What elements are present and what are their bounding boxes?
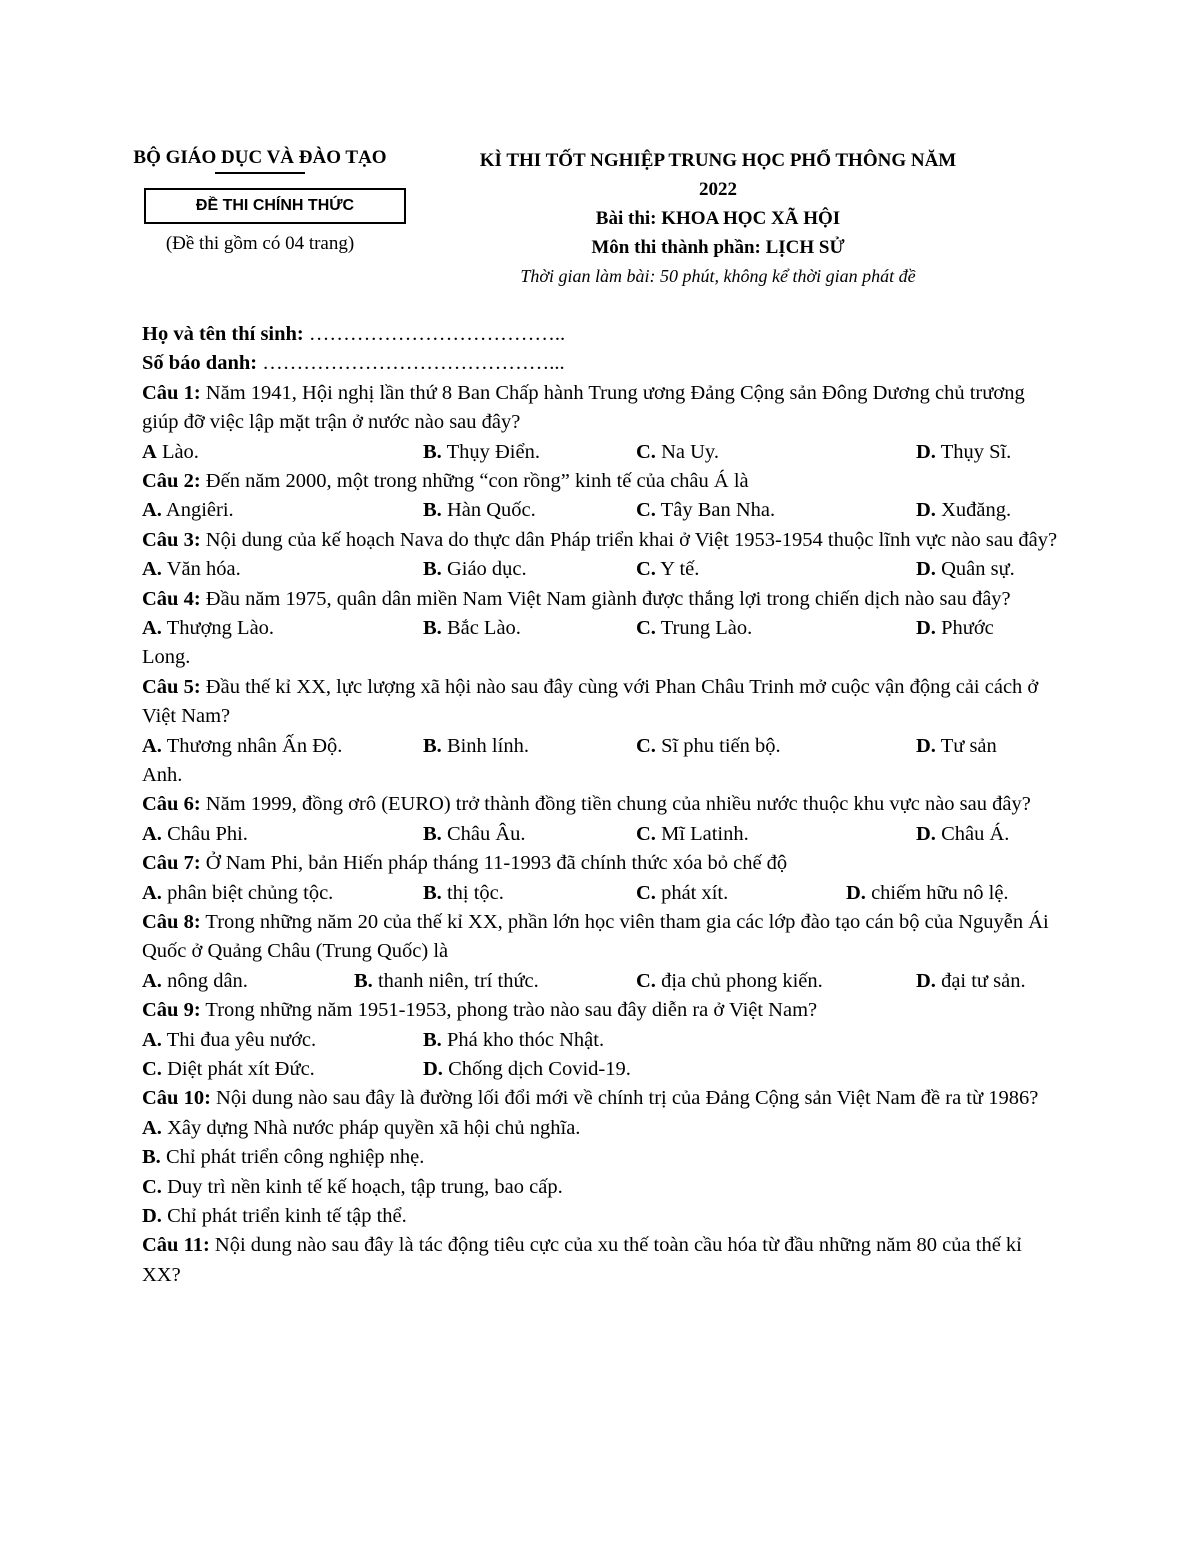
candidate-name-dots: ……………………………….. <box>303 323 566 345</box>
option-b: B. Châu Âu. <box>423 822 526 845</box>
option-d: D. Tư sản <box>916 734 997 757</box>
option-b: B. Hàn Quốc. <box>423 499 536 522</box>
candidate-name-label: Họ và tên thí sinh: <box>142 323 304 345</box>
option-b: B. thanh niên, trí thức. <box>354 969 539 992</box>
question-11-stem <box>142 1231 1062 1290</box>
question-text: Nội dung nào sau đây là đường lối đổi mới về chính trị của Đảng Cộng sản Việt Nam đề ra từ 1986? <box>210 1087 1039 1110</box>
header-left <box>110 146 410 256</box>
option-c: C. Tây Ban Nha. <box>636 499 776 522</box>
question-5-stem <box>142 673 1062 732</box>
exam-component: Môn thi thành phần: LỊCH SỬ <box>591 237 845 258</box>
question-label: Câu 5: <box>142 675 201 698</box>
question-label: Câu 11: <box>142 1234 210 1257</box>
option-b: B. Chỉ phát triển công nghiệp nhẹ. <box>142 1146 425 1169</box>
question-label: Câu 8: <box>142 911 201 934</box>
option-d: D. Phước <box>916 617 994 640</box>
question-6-stem <box>142 790 1062 819</box>
question-1-options <box>142 438 1062 467</box>
question-text: Nội dung của kế hoạch Nava do thực dân Pháp triển khai ở Việt 1953-1954 thuộc lĩnh vực nào sau đây? <box>200 528 1058 551</box>
option-c: C. Duy trì nền kinh tế kế hoạch, tập trung, bao cấp. <box>142 1175 563 1198</box>
option-d: D. Chỉ phát triển kinh tế tập thể. <box>142 1205 407 1228</box>
option-d-continuation: Long. <box>142 646 191 669</box>
question-9-stem <box>142 996 1062 1025</box>
pages-note: (Đề thi gồm có 04 trang) <box>165 232 355 254</box>
option-a: A. Xây dựng Nhà nước pháp quyền xã hội chủ nghĩa. <box>142 1116 581 1139</box>
question-text: Ở Nam Phi, bản Hiến pháp tháng 11-1993 đã chính thức xóa bỏ chế độ <box>200 852 788 875</box>
question-3-stem <box>142 526 1062 555</box>
option-a: A. phân biệt chủng tộc. <box>142 881 334 904</box>
question-text: Năm 1941, Hội nghị lần thứ 8 Ban Chấp hành Trung ương Đảng Cộng sản Đông Dương chủ trương giúp đỡ việc lập mặt trận ở nước nào sau đây? <box>142 381 1025 434</box>
option-b: B. Binh lính. <box>423 734 529 757</box>
question-10-stem <box>142 1084 1062 1113</box>
option-c: C. Sĩ phu tiến bộ. <box>636 734 781 757</box>
option-c: C. địa chủ phong kiến. <box>636 969 823 992</box>
question-label: Câu 9: <box>142 999 201 1022</box>
question-text: Nội dung nào sau đây là tác động tiêu cực của xu thế toàn cầu hóa từ đầu những năm 80 của thế kỉ XX? <box>142 1234 1022 1286</box>
question-8-options <box>142 967 1062 996</box>
question-label: Câu 6: <box>142 793 201 816</box>
option-b: B. Phá kho thóc Nhật. <box>423 1028 605 1051</box>
official-exam-box <box>144 188 406 224</box>
option-d: D. Xuđăng. <box>916 499 1012 522</box>
question-9-options-row2 <box>142 1055 1062 1084</box>
option-b: B. Giáo dục. <box>423 558 527 581</box>
option-a: A. Thượng Lào. <box>142 617 275 640</box>
question-7-options <box>142 879 1062 908</box>
exam-title-line2: 2022 <box>699 179 737 200</box>
option-d: D. chiếm hữu nô lệ. <box>846 881 1009 904</box>
question-text: Đầu năm 1975, quân dân miền Nam Việt Nam giành được thắng lợi trong chiến dịch nào sau đây? <box>200 587 1011 610</box>
option-d: D. Quân sự. <box>916 558 1015 581</box>
option-d: D. Thụy Sĩ. <box>916 440 1012 463</box>
question-text: Trong những năm 20 của thế kỉ XX, phần lớn học viên tham gia các lớp đào tạo cán bộ của Nguyễn Ái Quốc ở Quảng Châu (Trung Quốc) là <box>142 911 1049 963</box>
option-d: D. đại tư sản. <box>916 969 1026 992</box>
option-c: C. Trung Lào. <box>636 617 753 640</box>
option-a: A Lào. <box>142 440 199 463</box>
option-a: A. Angiêri. <box>142 499 234 522</box>
question-4-options <box>142 614 1062 643</box>
question-1-stem <box>142 379 1062 438</box>
question-label: Câu 2: <box>142 470 201 493</box>
option-b: B. thị tộc. <box>423 881 504 904</box>
candidate-id-label: Số báo danh: <box>142 352 258 375</box>
question-3-options <box>142 555 1062 584</box>
option-d: D. Châu Á. <box>916 822 1010 845</box>
ministry-underline <box>215 172 305 174</box>
option-a: A. Thương nhân Ấn Độ. <box>142 734 343 757</box>
option-d-continuation: Anh. <box>142 764 183 787</box>
option-a: A. Thi đua yêu nước. <box>142 1028 317 1051</box>
option-c: C. phát xít. <box>636 881 729 904</box>
question-2-options <box>142 496 1062 525</box>
question-text: Đầu thế kỉ XX, lực lượng xã hội nào sau đây cùng với Phan Châu Trinh mở cuộc vận động cải cách ở Việt Nam? <box>142 675 1039 728</box>
question-text: Năm 1999, đồng ơrô (EURO) trở thành đồng tiền chung của nhiều nước thuộc khu vực nào sau đây? <box>200 793 1031 816</box>
question-8-stem <box>142 908 1062 967</box>
option-c: C. Na Uy. <box>636 440 719 463</box>
option-c: C. Diệt phát xít Đức. <box>142 1058 315 1081</box>
candidate-name-line <box>142 320 1062 349</box>
exam-body <box>142 320 1062 1290</box>
ministry-name: BỘ GIÁO DỤC VÀ ĐÀO TẠO <box>133 147 387 168</box>
question-4-stem <box>142 585 1062 614</box>
exam-title-line1: KÌ THI TỐT NGHIỆP TRUNG HỌC PHỔ THÔNG NĂM <box>479 150 957 171</box>
question-6-options <box>142 820 1062 849</box>
option-c: C. Y tế. <box>636 558 700 581</box>
option-a: A. Văn hóa. <box>142 558 241 581</box>
option-a: A. Châu Phi. <box>142 822 248 845</box>
option-b: B. Bắc Lào. <box>423 617 521 640</box>
option-a: A. nông dân. <box>142 969 248 992</box>
question-label: Câu 7: <box>142 852 201 875</box>
question-2-stem <box>142 467 1062 496</box>
header-right <box>438 146 998 291</box>
option-b: B. Thụy Điển. <box>423 440 540 463</box>
question-label: Câu 1: <box>142 381 201 404</box>
exam-time: Thời gian làm bài: 50 phút, không kể thời gian phát đề <box>520 266 916 286</box>
official-exam-label: ĐỀ THI CHÍNH THỨC <box>195 196 355 214</box>
question-text: Đến năm 2000, một trong những “con rồng” kinh tế của châu Á là <box>200 470 749 493</box>
question-5-options <box>142 732 1062 761</box>
question-label: Câu 4: <box>142 587 201 610</box>
option-c: C. Mĩ Latinh. <box>636 822 749 845</box>
question-label: Câu 3: <box>142 528 201 551</box>
question-9-options-row1 <box>142 1026 1062 1055</box>
option-d: D. Chống dịch Covid-19. <box>423 1058 631 1081</box>
exam-subject: Bài thi: KHOA HỌC XÃ HỘI <box>595 208 841 229</box>
candidate-id-line <box>142 349 1062 378</box>
candidate-id-dots: ……………………………………... <box>257 352 565 375</box>
question-7-stem <box>142 849 1062 878</box>
question-label: Câu 10: <box>142 1087 211 1110</box>
question-text: Trong những năm 1951-1953, phong trào nào sau đây diễn ra ở Việt Nam? <box>200 999 818 1022</box>
